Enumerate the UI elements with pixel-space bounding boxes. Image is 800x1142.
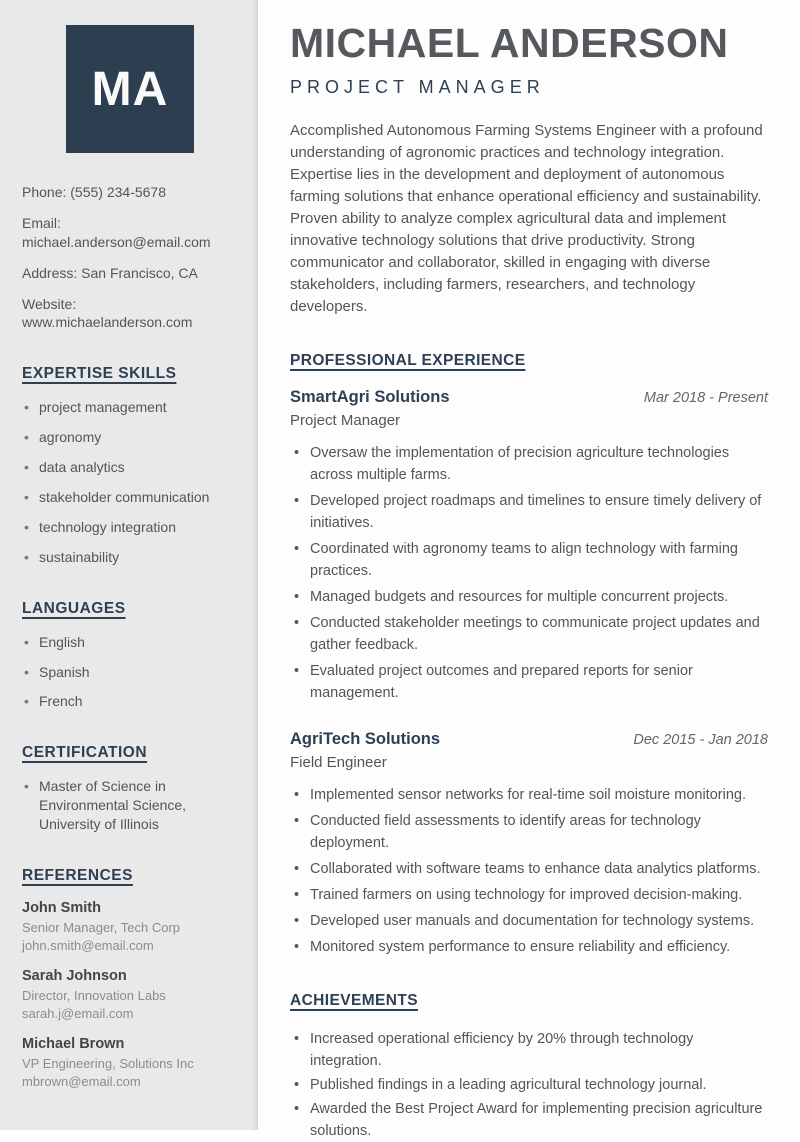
reference-person [22,968,238,1023]
experience-entry [290,388,768,704]
achievement-item: • Published findings in a leading agricultural technology journal. [290,1074,765,1096]
reference-person [22,900,238,955]
monogram-initials: MA [91,62,169,116]
reference-email: sarah.j@email.com [22,1005,134,1021]
experience-bullet: • Conducted field assessments to identify areas for technology deployment. [290,810,765,854]
main-content [258,0,800,1139]
achievements-list [290,1028,768,1142]
reference-role: VP Engineering, Solutions Inc [22,1055,194,1071]
contact-website: Website: www.michaelanderson.com [22,295,193,331]
experience-entry-header [290,730,768,749]
experience-bullet: • Evaluated project outcomes and prepared reports for senior management. [290,660,765,704]
reference-email: john.smith@email.com [22,937,154,953]
skill-item: • sustainability [22,548,238,567]
experience-bullet: • Coordinated with agronomy teams to align technology with farming practices. [290,538,765,582]
experience-bullets [290,442,768,704]
certification-list [22,777,238,834]
experience-bullet: • Implemented sensor networks for real-time soil moisture monitoring. [290,784,765,806]
job-title: PROJECT MANAGER [290,77,545,97]
skill-item: • technology integration [22,518,238,537]
reference-person [22,1036,238,1091]
experience-bullet: • Monitored system performance to ensure reliability and efficiency. [290,936,765,958]
experience-bullet: • Managed budgets and resources for multiple concurrent projects. [290,586,765,608]
achievement-item: • Awarded the Best Project Award for implementing precision agriculture solutions. [290,1098,765,1142]
achievement-item: • Increased operational efficiency by 20% through technology integration. [290,1028,765,1072]
experience-bullet: • Developed project roadmaps and timelines to ensure timely delivery of initiatives. [290,490,765,534]
experience-entry-header [290,388,768,407]
experience-entry [290,730,768,958]
skills-heading: EXPERTISE SKILLS [22,365,177,383]
experience-bullet: • Developed user manuals and documentation for technology systems. [290,910,765,932]
experience-heading: PROFESSIONAL EXPERIENCE [290,352,526,369]
reference-role: Director, Innovation Labs [22,987,166,1003]
reference-name: Sarah Johnson [22,967,127,984]
skill-item: • stakeholder communication [22,488,238,507]
role-title: Project Manager [290,412,401,429]
experience-bullet: • Trained farmers on using technology for improved decision-making. [290,884,765,906]
experience-bullet: • Conducted stakeholder meetings to communicate project updates and gather feedback. [290,612,765,656]
page-title: MICHAEL ANDERSON [290,20,729,66]
reference-name: Michael Brown [22,1035,125,1052]
certification-heading: CERTIFICATION [22,744,148,762]
contact-info [22,183,238,332]
skill-item: • project management [22,398,238,417]
reference-role: Senior Manager, Tech Corp [22,920,181,936]
language-item: • English [22,633,238,652]
professional-summary: Accomplished Autonomous Farming Systems Engineer with a profound understanding of agronomic practices and technology integration. Expertise lies in the development and deployment of autonomous farming solutions that enhance operational efficiency and sustainability. Proven ability to analyze complex agricultural data and implement innovative technology solutions that drive productivity. Strong communicator and collaborator, skilled in engaging with diverse stakeholders, including farmers, researchers, and technology developers. [290,122,763,315]
skill-item: • data analytics [22,458,238,477]
company-name: SmartAgri Solutions [290,388,450,406]
reference-email: mbrown@email.com [22,1073,141,1089]
references-list [22,900,238,1091]
language-item: • French [22,692,238,711]
language-item: • Spanish [22,663,238,682]
contact-address: Address: San Francisco, CA [22,264,198,281]
contact-email: Email: michael.anderson@email.com [22,214,211,250]
achievements-heading: ACHIEVEMENTS [290,992,418,1009]
references-heading: REFERENCES [22,867,133,885]
experience-bullet: • Oversaw the implementation of precision agriculture technologies across multiple farms. [290,442,765,486]
certification-item: • Master of Science in Environmental Science, University of Illinois [22,777,238,834]
company-name: AgriTech Solutions [290,730,441,748]
experience-bullets [290,784,768,958]
reference-name: John Smith [22,900,101,917]
employment-dates: Dec 2015 - Jan 2018 [633,732,768,748]
role-title: Field Engineer [290,754,387,771]
contact-phone: Phone: (555) 234-5678 [22,184,166,200]
languages-list [22,633,238,712]
monogram-badge [66,25,194,153]
skill-item: • agronomy [22,428,238,447]
sidebar [0,0,258,1130]
experience-bullet: • Collaborated with software teams to enhance data analytics platforms. [290,858,765,880]
languages-heading: LANGUAGES [22,599,126,617]
skills-list [22,398,238,566]
employment-dates: Mar 2018 - Present [643,390,768,406]
